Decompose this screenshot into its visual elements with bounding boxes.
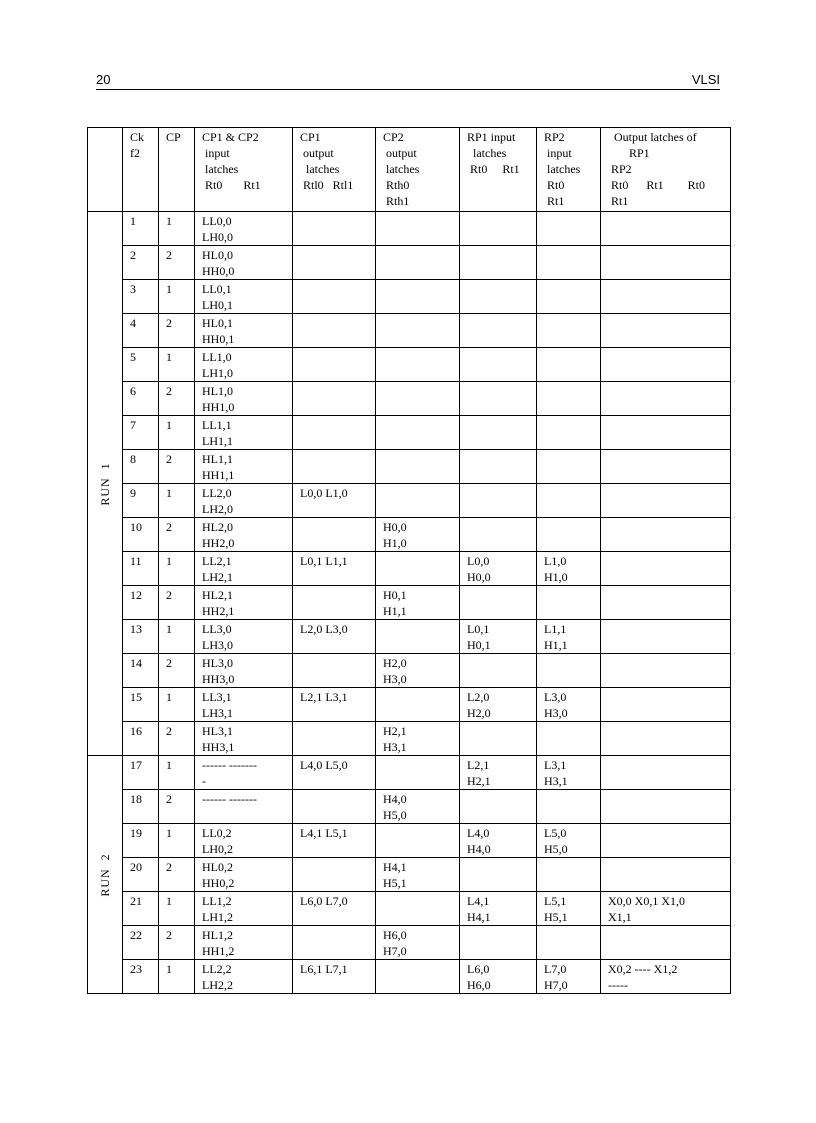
cp2-output-cell: [376, 246, 460, 280]
table-row: [88, 382, 731, 416]
cp1-output-cell: [293, 450, 376, 484]
rp1-input-cell: [460, 450, 537, 484]
cp-cell: 1: [159, 416, 195, 450]
table-row: [88, 212, 731, 246]
output-latches-cell: [601, 858, 731, 892]
output-latches-cell: [601, 450, 731, 484]
ck-cell: 2: [123, 246, 159, 280]
ck-cell: 8: [123, 450, 159, 484]
output-latches-cell: [601, 246, 731, 280]
rp2-input-cell: [537, 586, 601, 620]
cp-cell: 1: [159, 960, 195, 994]
cp-cell: 1: [159, 212, 195, 246]
cp-cell: 1: [159, 348, 195, 382]
rp1-input-cell: L4,1 H4,1: [460, 892, 537, 926]
cp1-output-cell: L2,0 L3,0: [293, 620, 376, 654]
output-latches-cell: [601, 314, 731, 348]
ck-header: Ck f2: [123, 128, 159, 212]
cp2-output-cell: H4,1 H5,1: [376, 858, 460, 892]
ck-cell: 18: [123, 790, 159, 824]
table-row: [88, 416, 731, 450]
rp1-input-cell: [460, 416, 537, 450]
cp-cell: 2: [159, 926, 195, 960]
cp2-output-cell: [376, 688, 460, 722]
page-number: 20: [96, 72, 111, 87]
cp2-output-cell: [376, 348, 460, 382]
cp2-output-cell: [376, 756, 460, 790]
input-latches-cell: LL2,2 LH2,2: [195, 960, 293, 994]
input-latches-cell: LL0,0 LH0,0: [195, 212, 293, 246]
table-row: [88, 960, 731, 994]
cp2-output-cell: [376, 314, 460, 348]
rp2-input-cell: L5,1 H5,1: [537, 892, 601, 926]
table-row: [88, 926, 731, 960]
ck-cell: 17: [123, 756, 159, 790]
cp1-output-cell: [293, 382, 376, 416]
run-header: [88, 128, 123, 212]
cp2-output-cell: H6,0 H7,0: [376, 926, 460, 960]
cp1-output-cell: [293, 246, 376, 280]
table-row: [88, 688, 731, 722]
cp1-output-cell: L0,0 L1,0: [293, 484, 376, 518]
cp1-output-cell: [293, 858, 376, 892]
cp1-output-cell: [293, 212, 376, 246]
rp2-input-cell: L7,0 H7,0: [537, 960, 601, 994]
header-row: [88, 128, 731, 212]
cp1-output-cell: [293, 314, 376, 348]
table-row: [88, 518, 731, 552]
output-latches-cell: [601, 382, 731, 416]
cp1-output-cell: L0,1 L1,1: [293, 552, 376, 586]
rp2-input-cell: [537, 926, 601, 960]
cp-cell: 1: [159, 824, 195, 858]
input-latches-cell: ------ -------: [195, 790, 293, 824]
input-latches-cell: HL1,0 HH1,0: [195, 382, 293, 416]
output-latches-cell: [601, 552, 731, 586]
input-latches-cell: HL1,1 HH1,1: [195, 450, 293, 484]
ck-cell: 21: [123, 892, 159, 926]
running-title: VLSI: [691, 72, 720, 87]
rp1-input-cell: [460, 246, 537, 280]
table-row: [88, 450, 731, 484]
table-row: [88, 552, 731, 586]
output-latches-cell: [601, 484, 731, 518]
table-header: [88, 128, 731, 212]
output-latches-cell: [601, 926, 731, 960]
cp-cell: 1: [159, 552, 195, 586]
rp2-input-cell: [537, 246, 601, 280]
rp1-input-cell: L2,1 H2,1: [460, 756, 537, 790]
table-body: [88, 212, 731, 994]
table-row: [88, 824, 731, 858]
input-latches-cell: HL3,1 HH3,1: [195, 722, 293, 756]
input-latches-cell: LL3,0 LH3,0: [195, 620, 293, 654]
rp1-input-cell: [460, 212, 537, 246]
cp-cell: 1: [159, 892, 195, 926]
cp2-output-cell: [376, 212, 460, 246]
ck-cell: 12: [123, 586, 159, 620]
cp1-output-header: CP1 output latches Rtl0 Rtl1: [293, 128, 376, 212]
table-row: [88, 348, 731, 382]
table-row: [88, 756, 731, 790]
ck-cell: 23: [123, 960, 159, 994]
ck-cell: 5: [123, 348, 159, 382]
cp-cell: 2: [159, 790, 195, 824]
rp2-input-cell: [537, 348, 601, 382]
output-latches-cell: X0,0 X0,1 X1,0 X1,1: [601, 892, 731, 926]
rp2-input-cell: [537, 416, 601, 450]
rp2-input-cell: L1,0 H1,0: [537, 552, 601, 586]
output-latches-cell: [601, 654, 731, 688]
rp1-input-cell: [460, 654, 537, 688]
input-latches-cell: LL0,2 LH0,2: [195, 824, 293, 858]
cp2-output-cell: [376, 280, 460, 314]
rp2-input-cell: [537, 790, 601, 824]
rp2-input-cell: [537, 314, 601, 348]
run-label: RUN 2: [98, 852, 112, 897]
cp-cell: 1: [159, 280, 195, 314]
input-latches-cell: LL1,2 LH1,2: [195, 892, 293, 926]
cp-header: CP: [159, 128, 195, 212]
input-latches-cell: HL2,1 HH2,1: [195, 586, 293, 620]
cp2-output-cell: H0,1 H1,1: [376, 586, 460, 620]
table-row: [88, 858, 731, 892]
table-row: [88, 280, 731, 314]
output-latches-cell: [601, 280, 731, 314]
run-group-cell: [88, 756, 123, 994]
rp2-input-cell: [537, 382, 601, 416]
rp2-input-cell: [537, 518, 601, 552]
cp1-output-cell: L6,0 L7,0: [293, 892, 376, 926]
cp1-output-cell: [293, 348, 376, 382]
cp2-output-cell: [376, 620, 460, 654]
rp1-input-cell: [460, 348, 537, 382]
input-latches-cell: HL0,1 HH0,1: [195, 314, 293, 348]
cp-cell: 2: [159, 246, 195, 280]
rp1-input-cell: L0,0 H0,0: [460, 552, 537, 586]
table-row: [88, 790, 731, 824]
output-latches-cell: X0,2 ---- X1,2 -----: [601, 960, 731, 994]
rp1-input-cell: [460, 858, 537, 892]
cp1-output-cell: L2,1 L3,1: [293, 688, 376, 722]
rp2-input-cell: L5,0 H5,0: [537, 824, 601, 858]
cp1-output-cell: [293, 790, 376, 824]
ck-cell: 6: [123, 382, 159, 416]
table-row: [88, 620, 731, 654]
ck-cell: 1: [123, 212, 159, 246]
cp2-output-cell: [376, 416, 460, 450]
ck-cell: 10: [123, 518, 159, 552]
ck-cell: 22: [123, 926, 159, 960]
cp-cell: 2: [159, 314, 195, 348]
ck-cell: 14: [123, 654, 159, 688]
rp2-input-cell: [537, 654, 601, 688]
cp1-output-cell: L6,1 L7,1: [293, 960, 376, 994]
ck-cell: 7: [123, 416, 159, 450]
rp2-input-cell: [537, 484, 601, 518]
header-rule: [96, 89, 720, 90]
ck-cell: 19: [123, 824, 159, 858]
cp-cell: 2: [159, 858, 195, 892]
input-latches-cell: LL1,1 LH1,1: [195, 416, 293, 450]
rp2-input-cell: L3,1 H3,1: [537, 756, 601, 790]
rp2-input-cell: [537, 722, 601, 756]
cp1-output-cell: L4,0 L5,0: [293, 756, 376, 790]
input-latches-cell: LL2,1 LH2,1: [195, 552, 293, 586]
cp2-output-cell: [376, 552, 460, 586]
rp1-input-cell: L0,1 H0,1: [460, 620, 537, 654]
cp1-output-cell: [293, 654, 376, 688]
output-latches-cell: [601, 756, 731, 790]
cp1-output-cell: [293, 926, 376, 960]
cp2-output-header: CP2 output latches Rth0 Rth1: [376, 128, 460, 212]
rp1-input-cell: [460, 586, 537, 620]
input-latches-cell: HL0,0 HH0,0: [195, 246, 293, 280]
cp-cell: 1: [159, 620, 195, 654]
input-latches-cell: LL0,1 LH0,1: [195, 280, 293, 314]
output-latches-cell: [601, 212, 731, 246]
input-latches-cell: HL3,0 HH3,0: [195, 654, 293, 688]
rp1-input-cell: [460, 314, 537, 348]
table-row: [88, 586, 731, 620]
input-latches-cell: LL2,0 LH2,0: [195, 484, 293, 518]
ck-cell: 4: [123, 314, 159, 348]
input-latches-cell: HL0,2 HH0,2: [195, 858, 293, 892]
cp-cell: 2: [159, 586, 195, 620]
input-latches-cell: LL1,0 LH1,0: [195, 348, 293, 382]
ck-cell: 11: [123, 552, 159, 586]
table-row: [88, 314, 731, 348]
output-latches-cell: [601, 518, 731, 552]
output-latches-cell: [601, 688, 731, 722]
cp-cell: 2: [159, 654, 195, 688]
ck-cell: 16: [123, 722, 159, 756]
rp2-input-cell: [537, 212, 601, 246]
rp1-input-cell: L2,0 H2,0: [460, 688, 537, 722]
output-latches-cell: [601, 586, 731, 620]
input-latches-cell: ------ ------- -: [195, 756, 293, 790]
rp1-input-header: RP1 input latches Rt0 Rt1: [460, 128, 537, 212]
input-latches-cell: HL1,2 HH1,2: [195, 926, 293, 960]
rp2-input-cell: [537, 858, 601, 892]
ck-cell: 9: [123, 484, 159, 518]
output-latches-cell: [601, 416, 731, 450]
cp1-output-cell: [293, 586, 376, 620]
rp1-input-cell: [460, 926, 537, 960]
table-row: [88, 892, 731, 926]
ck-cell: 3: [123, 280, 159, 314]
run-group-cell: [88, 212, 123, 756]
cp1-output-cell: [293, 280, 376, 314]
rp2-input-header: RP2 input latches Rt0 Rt1: [537, 128, 601, 212]
cp1-output-cell: [293, 518, 376, 552]
output-latches-cell: [601, 790, 731, 824]
rp1-input-cell: [460, 484, 537, 518]
cp1-output-cell: [293, 416, 376, 450]
ck-cell: 13: [123, 620, 159, 654]
cp2-output-cell: [376, 484, 460, 518]
output-latches-cell: [601, 348, 731, 382]
timing-table: [87, 127, 731, 994]
cp2-output-cell: [376, 450, 460, 484]
rp1-input-cell: [460, 518, 537, 552]
rp2-input-cell: L1,1 H1,1: [537, 620, 601, 654]
cp2-output-cell: [376, 960, 460, 994]
rp2-input-cell: L3,0 H3,0: [537, 688, 601, 722]
cp-cell: 1: [159, 484, 195, 518]
cp2-output-cell: [376, 824, 460, 858]
cp2-output-cell: H2,0 H3,0: [376, 654, 460, 688]
output-latches-cell: [601, 620, 731, 654]
cp-cell: 2: [159, 450, 195, 484]
output-latches-header: Output latches of RP1 RP2 Rt0 Rt1 Rt0 Rt1: [601, 128, 731, 212]
cp-cell: 1: [159, 756, 195, 790]
table-row: [88, 722, 731, 756]
rp2-input-cell: [537, 450, 601, 484]
table-row: [88, 246, 731, 280]
cp-cell: 1: [159, 688, 195, 722]
rp1-input-cell: [460, 790, 537, 824]
ck-cell: 20: [123, 858, 159, 892]
cp-cell: 2: [159, 382, 195, 416]
input-latches-header: CP1 & CP2 input latches Rt0 Rt1: [195, 128, 293, 212]
rp1-input-cell: L4,0 H4,0: [460, 824, 537, 858]
rp1-input-cell: [460, 280, 537, 314]
table-row: [88, 484, 731, 518]
cp1-output-cell: L4,1 L5,1: [293, 824, 376, 858]
output-latches-cell: [601, 722, 731, 756]
cp-cell: 2: [159, 722, 195, 756]
rp2-input-cell: [537, 280, 601, 314]
cp2-output-cell: H4,0 H5,0: [376, 790, 460, 824]
cp2-output-cell: H0,0 H1,0: [376, 518, 460, 552]
cp2-output-cell: [376, 892, 460, 926]
cp2-output-cell: [376, 382, 460, 416]
table-row: [88, 654, 731, 688]
rp1-input-cell: [460, 382, 537, 416]
input-latches-cell: HL2,0 HH2,0: [195, 518, 293, 552]
run-label: RUN 1: [98, 461, 112, 506]
rp1-input-cell: [460, 722, 537, 756]
rp1-input-cell: L6,0 H6,0: [460, 960, 537, 994]
cp-cell: 2: [159, 518, 195, 552]
output-latches-cell: [601, 824, 731, 858]
cp2-output-cell: H2,1 H3,1: [376, 722, 460, 756]
ck-cell: 15: [123, 688, 159, 722]
input-latches-cell: LL3,1 LH3,1: [195, 688, 293, 722]
cp1-output-cell: [293, 722, 376, 756]
